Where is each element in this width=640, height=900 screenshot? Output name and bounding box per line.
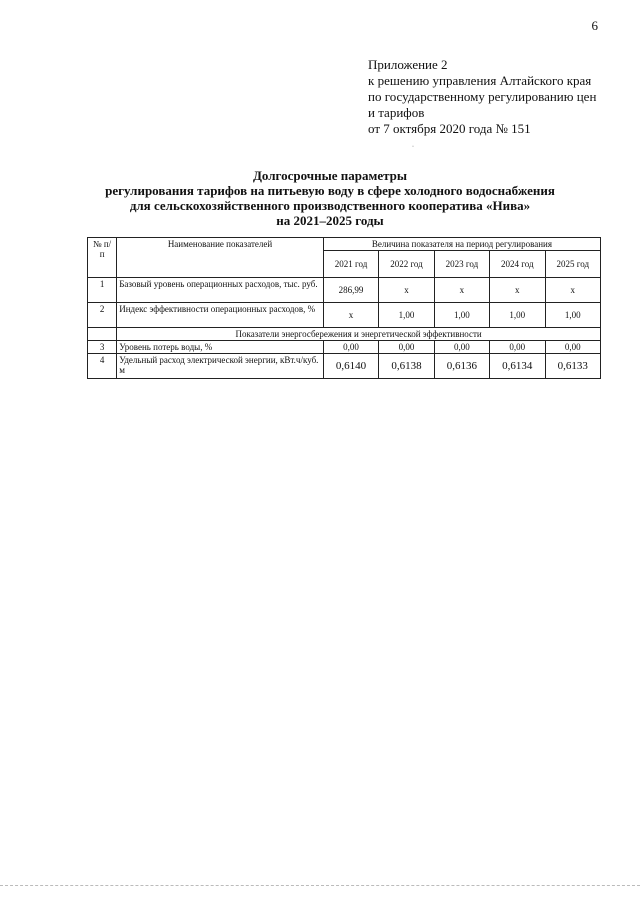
row-value: 1,00	[490, 303, 545, 328]
document-title	[60, 168, 600, 228]
section-row	[88, 328, 601, 341]
row-value: 286,99	[323, 278, 378, 303]
table-row	[88, 303, 601, 328]
table-header-row	[88, 238, 601, 251]
row-num: 4	[88, 354, 117, 379]
row-value: х	[379, 278, 434, 303]
appendix-line: Приложение 2	[368, 57, 448, 72]
row-value: х	[434, 278, 489, 303]
page-number: 6	[591, 18, 598, 33]
row-value: 1,00	[379, 303, 434, 328]
appendix-line: и тарифов	[368, 105, 425, 120]
parameters-table	[87, 237, 601, 379]
table-row	[88, 354, 601, 379]
row-value: 0,00	[434, 341, 489, 354]
row-value: х	[545, 278, 600, 303]
row-value: 0,6134	[490, 354, 545, 379]
row-name: Базовый уровень операционных расходов, тыс. руб.	[117, 278, 324, 303]
title-line: регулирования тарифов на питьевую воду в сфере холодного водоснабжения	[105, 183, 555, 198]
row-value: 0,6133	[545, 354, 600, 379]
row-value: 0,00	[379, 341, 434, 354]
header-num: № п/ п	[88, 238, 117, 278]
section-num-empty	[88, 328, 117, 341]
row-value: 0,00	[490, 341, 545, 354]
scan-dot: ·	[412, 144, 414, 150]
row-value: 0,6140	[323, 354, 378, 379]
title-line: для сельскохозяйственного производственного кооператива «Нива»	[129, 198, 531, 213]
row-value: х	[490, 278, 545, 303]
header-year: 2024 год	[490, 251, 545, 278]
row-value: 0,00	[323, 341, 378, 354]
row-name: Индекс эффективности операционных расходов, %	[117, 303, 324, 328]
header-year: 2022 год	[379, 251, 434, 278]
scan-edge-line	[0, 885, 640, 886]
row-value: 0,00	[545, 341, 600, 354]
header-year: 2021 год	[323, 251, 378, 278]
row-num: 2	[88, 303, 117, 328]
header-name: Наименование показателей	[117, 238, 324, 278]
row-value: 0,6138	[379, 354, 434, 379]
row-value: х	[323, 303, 378, 328]
row-num: 1	[88, 278, 117, 303]
title-line: на 2021–2025 годы	[276, 213, 384, 228]
table-row	[88, 278, 601, 303]
row-name: Удельный расход электрической энергии, кВт.ч/куб. м	[117, 354, 324, 379]
title-line: Долгосрочные параметры	[252, 168, 408, 183]
header-year: 2023 год	[434, 251, 489, 278]
appendix-line: по государственному регулированию цен	[368, 89, 597, 104]
appendix-line: к решению управления Алтайского края	[368, 73, 592, 88]
row-value: 1,00	[434, 303, 489, 328]
section-title: Показатели энергосбережения и энергетической эффективности	[117, 328, 601, 341]
appendix-block	[368, 57, 618, 137]
row-value: 0,6136	[434, 354, 489, 379]
table-row	[88, 341, 601, 354]
appendix-line: от 7 октября 2020 года № 151	[368, 121, 531, 136]
header-period: Величина показателя на период регулирования	[323, 238, 600, 251]
row-name: Уровень потерь воды, %	[117, 341, 324, 354]
row-num: 3	[88, 341, 117, 354]
header-year: 2025 год	[545, 251, 600, 278]
row-value: 1,00	[545, 303, 600, 328]
